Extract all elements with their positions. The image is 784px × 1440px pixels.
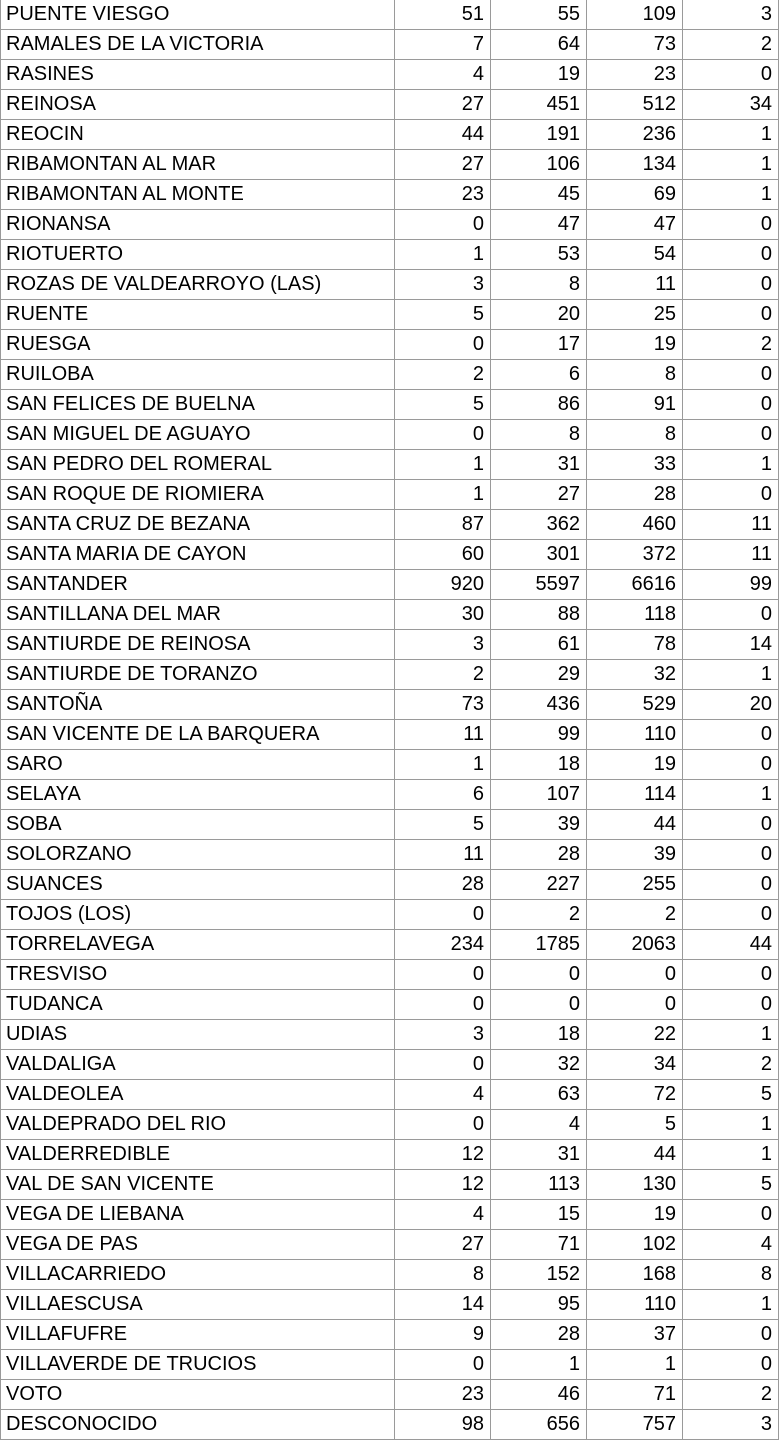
- value-cell-col4[interactable]: 1: [683, 180, 779, 210]
- table-row: [1, 750, 779, 780]
- municipality-name-cell[interactable]: SANTILLANA DEL MAR: [1, 600, 395, 630]
- value-cell-col1[interactable]: 51: [395, 0, 491, 30]
- value-cell-col3[interactable]: 11: [587, 270, 683, 300]
- table-row: [1, 900, 779, 930]
- value-cell-col4[interactable]: 0: [683, 480, 779, 510]
- value-cell-col3[interactable]: 110: [587, 1290, 683, 1320]
- value-cell-col2[interactable]: 28: [491, 840, 587, 870]
- value-cell-col2[interactable]: 19: [491, 60, 587, 90]
- value-cell-col3[interactable]: 28: [587, 480, 683, 510]
- table-row: [1, 630, 779, 660]
- value-cell-col1[interactable]: 23: [395, 180, 491, 210]
- value-cell-col2[interactable]: 53: [491, 240, 587, 270]
- table-row: [1, 510, 779, 540]
- value-cell-col1[interactable]: 28: [395, 870, 491, 900]
- table-row: [1, 840, 779, 870]
- value-cell-col1[interactable]: 12: [395, 1140, 491, 1170]
- table-row: [1, 1140, 779, 1170]
- value-cell-col3[interactable]: 114: [587, 780, 683, 810]
- value-cell-col1[interactable]: 0: [395, 210, 491, 240]
- value-cell-col2[interactable]: 71: [491, 1230, 587, 1260]
- value-cell-col4[interactable]: 0: [683, 840, 779, 870]
- table-row: [1, 1110, 779, 1140]
- table-row: [1, 150, 779, 180]
- table-row: [1, 60, 779, 90]
- value-cell-col1[interactable]: 9: [395, 1320, 491, 1350]
- value-cell-col2[interactable]: 1785: [491, 930, 587, 960]
- value-cell-col1[interactable]: 4: [395, 1200, 491, 1230]
- value-cell-col1[interactable]: 4: [395, 1080, 491, 1110]
- value-cell-col3[interactable]: 236: [587, 120, 683, 150]
- value-cell-col1[interactable]: 27: [395, 150, 491, 180]
- value-cell-col1[interactable]: 0: [395, 1050, 491, 1080]
- value-cell-col1[interactable]: 0: [395, 960, 491, 990]
- value-cell-col4[interactable]: 1: [683, 780, 779, 810]
- value-cell-col2[interactable]: 63: [491, 1080, 587, 1110]
- value-cell-col3[interactable]: 460: [587, 510, 683, 540]
- value-cell-col2[interactable]: 5597: [491, 570, 587, 600]
- table-row: [1, 1410, 779, 1440]
- value-cell-col4[interactable]: 0: [683, 870, 779, 900]
- value-cell-col2[interactable]: 61: [491, 630, 587, 660]
- value-cell-col2[interactable]: 4: [491, 1110, 587, 1140]
- table-row: [1, 1230, 779, 1260]
- value-cell-col1[interactable]: 2: [395, 360, 491, 390]
- value-cell-col3[interactable]: 110: [587, 720, 683, 750]
- value-cell-col1[interactable]: 23: [395, 1380, 491, 1410]
- value-cell-col1[interactable]: 920: [395, 570, 491, 600]
- value-cell-col3[interactable]: 19: [587, 750, 683, 780]
- table-row: [1, 450, 779, 480]
- municipality-name-cell[interactable]: SANTIURDE DE TORANZO: [1, 660, 395, 690]
- municipality-name-cell[interactable]: ROZAS DE VALDEARROYO (LAS): [1, 270, 395, 300]
- value-cell-col4[interactable]: 0: [683, 1320, 779, 1350]
- municipality-name-cell[interactable]: VEGA DE PAS: [1, 1230, 395, 1260]
- value-cell-col3[interactable]: 54: [587, 240, 683, 270]
- value-cell-col3[interactable]: 44: [587, 1140, 683, 1170]
- table-row: [1, 120, 779, 150]
- municipality-name-cell[interactable]: SARO: [1, 750, 395, 780]
- value-cell-col1[interactable]: 3: [395, 270, 491, 300]
- municipality-name-cell[interactable]: RIBAMONTAN AL MONTE: [1, 180, 395, 210]
- municipality-name-cell[interactable]: SAN FELICES DE BUELNA: [1, 390, 395, 420]
- value-cell-col3[interactable]: 130: [587, 1170, 683, 1200]
- value-cell-col3[interactable]: 19: [587, 330, 683, 360]
- table-row: [1, 570, 779, 600]
- value-cell-col3[interactable]: 33: [587, 450, 683, 480]
- table-row: [1, 390, 779, 420]
- value-cell-col4[interactable]: 14: [683, 630, 779, 660]
- table-row: [1, 930, 779, 960]
- value-cell-col3[interactable]: 39: [587, 840, 683, 870]
- value-cell-col1[interactable]: 30: [395, 600, 491, 630]
- value-cell-col4[interactable]: 3: [683, 0, 779, 30]
- table-row: [1, 960, 779, 990]
- value-cell-col3[interactable]: 47: [587, 210, 683, 240]
- value-cell-col4[interactable]: 99: [683, 570, 779, 600]
- municipality-name-cell[interactable]: REOCIN: [1, 120, 395, 150]
- table-row: [1, 540, 779, 570]
- municipality-name-cell[interactable]: RIONANSA: [1, 210, 395, 240]
- table-row: [1, 1380, 779, 1410]
- value-cell-col4[interactable]: 34: [683, 90, 779, 120]
- value-cell-col3[interactable]: 34: [587, 1050, 683, 1080]
- value-cell-col2[interactable]: 0: [491, 990, 587, 1020]
- value-cell-col2[interactable]: 113: [491, 1170, 587, 1200]
- table-row: [1, 240, 779, 270]
- value-cell-col2[interactable]: 152: [491, 1260, 587, 1290]
- value-cell-col3[interactable]: 32: [587, 660, 683, 690]
- table-row: [1, 1050, 779, 1080]
- value-cell-col1[interactable]: 5: [395, 810, 491, 840]
- value-cell-col4[interactable]: 0: [683, 300, 779, 330]
- municipality-name-cell[interactable]: VALDEOLEA: [1, 1080, 395, 1110]
- value-cell-col3[interactable]: 529: [587, 690, 683, 720]
- value-cell-col3[interactable]: 134: [587, 150, 683, 180]
- value-cell-col2[interactable]: 31: [491, 1140, 587, 1170]
- value-cell-col2[interactable]: 451: [491, 90, 587, 120]
- value-cell-col4[interactable]: 0: [683, 1200, 779, 1230]
- table-row: [1, 1020, 779, 1050]
- value-cell-col4[interactable]: 5: [683, 1170, 779, 1200]
- value-cell-col4[interactable]: 2: [683, 1050, 779, 1080]
- value-cell-col3[interactable]: 0: [587, 990, 683, 1020]
- value-cell-col3[interactable]: 91: [587, 390, 683, 420]
- table-row: [1, 810, 779, 840]
- municipality-name-cell[interactable]: VEGA DE LIEBANA: [1, 1200, 395, 1230]
- value-cell-col3[interactable]: 102: [587, 1230, 683, 1260]
- value-cell-col3[interactable]: 73: [587, 30, 683, 60]
- municipality-name-cell[interactable]: VALDALIGA: [1, 1050, 395, 1080]
- value-cell-col3[interactable]: 2063: [587, 930, 683, 960]
- table-row: [1, 330, 779, 360]
- value-cell-col2[interactable]: 0: [491, 960, 587, 990]
- value-cell-col1[interactable]: 0: [395, 990, 491, 1020]
- municipality-name-cell[interactable]: VALDERREDIBLE: [1, 1140, 395, 1170]
- municipality-name-cell[interactable]: SAN MIGUEL DE AGUAYO: [1, 420, 395, 450]
- value-cell-col3[interactable]: 109: [587, 0, 683, 30]
- value-cell-col4[interactable]: 1: [683, 660, 779, 690]
- value-cell-col1[interactable]: 3: [395, 1020, 491, 1050]
- value-cell-col4[interactable]: 0: [683, 750, 779, 780]
- municipality-name-cell[interactable]: SOLORZANO: [1, 840, 395, 870]
- table-row: [1, 210, 779, 240]
- table-row: [1, 1290, 779, 1320]
- municipality-name-cell[interactable]: DESCONOCIDO: [1, 1410, 395, 1440]
- value-cell-col4[interactable]: 0: [683, 240, 779, 270]
- value-cell-col2[interactable]: 55: [491, 0, 587, 30]
- table-row: [1, 30, 779, 60]
- value-cell-col2[interactable]: 86: [491, 390, 587, 420]
- municipality-name-cell[interactable]: VILLACARRIEDO: [1, 1260, 395, 1290]
- value-cell-col4[interactable]: 1: [683, 150, 779, 180]
- value-cell-col3[interactable]: 168: [587, 1260, 683, 1290]
- value-cell-col1[interactable]: 44: [395, 120, 491, 150]
- table-row: [1, 690, 779, 720]
- municipality-name-cell[interactable]: SANTANDER: [1, 570, 395, 600]
- value-cell-col4[interactable]: 0: [683, 720, 779, 750]
- value-cell-col4[interactable]: 0: [683, 360, 779, 390]
- municipality-name-cell[interactable]: VILLAVERDE DE TRUCIOS: [1, 1350, 395, 1380]
- value-cell-col2[interactable]: 106: [491, 150, 587, 180]
- value-cell-col2[interactable]: 31: [491, 450, 587, 480]
- value-cell-col1[interactable]: 1: [395, 240, 491, 270]
- value-cell-col3[interactable]: 512: [587, 90, 683, 120]
- table-row: [1, 600, 779, 630]
- municipality-name-cell[interactable]: SOBA: [1, 810, 395, 840]
- value-cell-col3[interactable]: 8: [587, 420, 683, 450]
- value-cell-col2[interactable]: 28: [491, 1320, 587, 1350]
- value-cell-col3[interactable]: 118: [587, 600, 683, 630]
- municipality-name-cell[interactable]: UDIAS: [1, 1020, 395, 1050]
- value-cell-col3[interactable]: 5: [587, 1110, 683, 1140]
- value-cell-col2[interactable]: 191: [491, 120, 587, 150]
- value-cell-col1[interactable]: 5: [395, 300, 491, 330]
- value-cell-col4[interactable]: 0: [683, 420, 779, 450]
- table-row: [1, 180, 779, 210]
- municipality-name-cell[interactable]: VOTO: [1, 1380, 395, 1410]
- value-cell-col1[interactable]: 0: [395, 1350, 491, 1380]
- municipality-name-cell[interactable]: SANTIURDE DE REINOSA: [1, 630, 395, 660]
- value-cell-col1[interactable]: 0: [395, 1110, 491, 1140]
- municipality-name-cell[interactable]: VILLAESCUSA: [1, 1290, 395, 1320]
- table-row: [1, 1200, 779, 1230]
- value-cell-col1[interactable]: 0: [395, 420, 491, 450]
- municipality-name-cell[interactable]: SANTA CRUZ DE BEZANA: [1, 510, 395, 540]
- table-row: [1, 300, 779, 330]
- municipality-name-cell[interactable]: SANTOÑA: [1, 690, 395, 720]
- value-cell-col2[interactable]: 64: [491, 30, 587, 60]
- value-cell-col4[interactable]: 44: [683, 930, 779, 960]
- table-row: [1, 990, 779, 1020]
- value-cell-col4[interactable]: 0: [683, 960, 779, 990]
- municipality-name-cell[interactable]: SANTA MARIA DE CAYON: [1, 540, 395, 570]
- value-cell-col3[interactable]: 22: [587, 1020, 683, 1050]
- municipality-name-cell[interactable]: VILLAFUFRE: [1, 1320, 395, 1350]
- municipality-name-cell[interactable]: VAL DE SAN VICENTE: [1, 1170, 395, 1200]
- value-cell-col3[interactable]: 23: [587, 60, 683, 90]
- value-cell-col2[interactable]: 6: [491, 360, 587, 390]
- value-cell-col4[interactable]: 0: [683, 810, 779, 840]
- value-cell-col1[interactable]: 2: [395, 660, 491, 690]
- value-cell-col4[interactable]: 0: [683, 600, 779, 630]
- value-cell-col3[interactable]: 372: [587, 540, 683, 570]
- value-cell-col1[interactable]: 0: [395, 330, 491, 360]
- value-cell-col1[interactable]: 11: [395, 840, 491, 870]
- value-cell-col4[interactable]: 8: [683, 1260, 779, 1290]
- value-cell-col4[interactable]: 0: [683, 60, 779, 90]
- value-cell-col3[interactable]: 19: [587, 1200, 683, 1230]
- value-cell-col4[interactable]: 1: [683, 120, 779, 150]
- value-cell-col1[interactable]: 5: [395, 390, 491, 420]
- value-cell-col3[interactable]: 1: [587, 1350, 683, 1380]
- value-cell-col4[interactable]: 1: [683, 1110, 779, 1140]
- municipality-name-cell[interactable]: REINOSA: [1, 90, 395, 120]
- value-cell-col2[interactable]: 107: [491, 780, 587, 810]
- value-cell-col1[interactable]: 1: [395, 480, 491, 510]
- value-cell-col4[interactable]: 0: [683, 210, 779, 240]
- value-cell-col4[interactable]: 0: [683, 390, 779, 420]
- value-cell-col1[interactable]: 4: [395, 60, 491, 90]
- value-cell-col3[interactable]: 25: [587, 300, 683, 330]
- table-row: [1, 0, 779, 30]
- value-cell-col3[interactable]: 6616: [587, 570, 683, 600]
- table-row: [1, 780, 779, 810]
- municipality-name-cell[interactable]: RIOTUERTO: [1, 240, 395, 270]
- table-row: [1, 360, 779, 390]
- value-cell-col2[interactable]: 47: [491, 210, 587, 240]
- value-cell-col3[interactable]: 37: [587, 1320, 683, 1350]
- table-row: [1, 420, 779, 450]
- value-cell-col4[interactable]: 2: [683, 30, 779, 60]
- value-cell-col3[interactable]: 69: [587, 180, 683, 210]
- municipality-name-cell[interactable]: PUENTE VIESGO: [1, 0, 395, 30]
- value-cell-col3[interactable]: 78: [587, 630, 683, 660]
- value-cell-col4[interactable]: 1: [683, 1140, 779, 1170]
- value-cell-col4[interactable]: 0: [683, 270, 779, 300]
- value-cell-col2[interactable]: 20: [491, 300, 587, 330]
- value-cell-col4[interactable]: 0: [683, 1350, 779, 1380]
- municipality-name-cell[interactable]: RUILOBA: [1, 360, 395, 390]
- value-cell-col4[interactable]: 11: [683, 540, 779, 570]
- municipality-name-cell[interactable]: TUDANCA: [1, 990, 395, 1020]
- municipality-name-cell[interactable]: SAN PEDRO DEL ROMERAL: [1, 450, 395, 480]
- value-cell-col2[interactable]: 656: [491, 1410, 587, 1440]
- table-body: [1, 0, 779, 1440]
- value-cell-col2[interactable]: 88: [491, 600, 587, 630]
- value-cell-col3[interactable]: 255: [587, 870, 683, 900]
- value-cell-col3[interactable]: 0: [587, 960, 683, 990]
- value-cell-col1[interactable]: 3: [395, 630, 491, 660]
- value-cell-col1[interactable]: 8: [395, 1260, 491, 1290]
- municipality-name-cell[interactable]: TRESVISO: [1, 960, 395, 990]
- value-cell-col4[interactable]: 1: [683, 450, 779, 480]
- value-cell-col1[interactable]: 7: [395, 30, 491, 60]
- value-cell-col2[interactable]: 15: [491, 1200, 587, 1230]
- value-cell-col2[interactable]: 436: [491, 690, 587, 720]
- value-cell-col2[interactable]: 18: [491, 1020, 587, 1050]
- value-cell-col2[interactable]: 17: [491, 330, 587, 360]
- municipality-name-cell[interactable]: RUENTE: [1, 300, 395, 330]
- value-cell-col2[interactable]: 29: [491, 660, 587, 690]
- municipality-name-cell[interactable]: RIBAMONTAN AL MAR: [1, 150, 395, 180]
- value-cell-col1[interactable]: 0: [395, 900, 491, 930]
- municipality-name-cell[interactable]: SELAYA: [1, 780, 395, 810]
- value-cell-col4[interactable]: 11: [683, 510, 779, 540]
- value-cell-col1[interactable]: 87: [395, 510, 491, 540]
- value-cell-col4[interactable]: 1: [683, 1020, 779, 1050]
- municipality-name-cell[interactable]: RASINES: [1, 60, 395, 90]
- value-cell-col2[interactable]: 8: [491, 420, 587, 450]
- value-cell-col1[interactable]: 27: [395, 90, 491, 120]
- value-cell-col3[interactable]: 44: [587, 810, 683, 840]
- municipality-name-cell[interactable]: TORRELAVEGA: [1, 930, 395, 960]
- table-row: [1, 270, 779, 300]
- value-cell-col4[interactable]: 1: [683, 1290, 779, 1320]
- value-cell-col1[interactable]: 1: [395, 750, 491, 780]
- value-cell-col4[interactable]: 2: [683, 1380, 779, 1410]
- table-row: [1, 1320, 779, 1350]
- value-cell-col4[interactable]: 2: [683, 330, 779, 360]
- value-cell-col2[interactable]: 362: [491, 510, 587, 540]
- value-cell-col2[interactable]: 18: [491, 750, 587, 780]
- table-row: [1, 870, 779, 900]
- value-cell-col3[interactable]: 757: [587, 1410, 683, 1440]
- value-cell-col1[interactable]: 1: [395, 450, 491, 480]
- value-cell-col1[interactable]: 73: [395, 690, 491, 720]
- value-cell-col2[interactable]: 32: [491, 1050, 587, 1080]
- municipality-name-cell[interactable]: SAN ROQUE DE RIOMIERA: [1, 480, 395, 510]
- value-cell-col2[interactable]: 46: [491, 1380, 587, 1410]
- municipality-name-cell[interactable]: RUESGA: [1, 330, 395, 360]
- value-cell-col4[interactable]: 0: [683, 900, 779, 930]
- value-cell-col1[interactable]: 14: [395, 1290, 491, 1320]
- municipality-name-cell[interactable]: SAN VICENTE DE LA BARQUERA: [1, 720, 395, 750]
- value-cell-col1[interactable]: 6: [395, 780, 491, 810]
- municipality-name-cell[interactable]: VALDEPRADO DEL RIO: [1, 1110, 395, 1140]
- value-cell-col2[interactable]: 99: [491, 720, 587, 750]
- table-row: [1, 1080, 779, 1110]
- table-row: [1, 720, 779, 750]
- value-cell-col2[interactable]: 39: [491, 810, 587, 840]
- municipality-name-cell[interactable]: TOJOS (LOS): [1, 900, 395, 930]
- value-cell-col3[interactable]: 71: [587, 1380, 683, 1410]
- value-cell-col3[interactable]: 2: [587, 900, 683, 930]
- value-cell-col2[interactable]: 301: [491, 540, 587, 570]
- value-cell-col1[interactable]: 12: [395, 1170, 491, 1200]
- table-row: [1, 1350, 779, 1380]
- value-cell-col4[interactable]: 3: [683, 1410, 779, 1440]
- value-cell-col1[interactable]: 98: [395, 1410, 491, 1440]
- value-cell-col4[interactable]: 0: [683, 990, 779, 1020]
- value-cell-col2[interactable]: 227: [491, 870, 587, 900]
- value-cell-col1[interactable]: 11: [395, 720, 491, 750]
- table-row: [1, 90, 779, 120]
- table-row: [1, 480, 779, 510]
- value-cell-col3[interactable]: 8: [587, 360, 683, 390]
- value-cell-col2[interactable]: 27: [491, 480, 587, 510]
- table-row: [1, 660, 779, 690]
- municipality-name-cell[interactable]: RAMALES DE LA VICTORIA: [1, 30, 395, 60]
- value-cell-col2[interactable]: 8: [491, 270, 587, 300]
- value-cell-col1[interactable]: 27: [395, 1230, 491, 1260]
- value-cell-col2[interactable]: 45: [491, 180, 587, 210]
- value-cell-col2[interactable]: 2: [491, 900, 587, 930]
- table-row: [1, 1170, 779, 1200]
- value-cell-col4[interactable]: 5: [683, 1080, 779, 1110]
- municipality-name-cell[interactable]: SUANCES: [1, 870, 395, 900]
- value-cell-col4[interactable]: 4: [683, 1230, 779, 1260]
- value-cell-col4[interactable]: 20: [683, 690, 779, 720]
- table-row: [1, 1260, 779, 1290]
- value-cell-col1[interactable]: 234: [395, 930, 491, 960]
- value-cell-col1[interactable]: 60: [395, 540, 491, 570]
- value-cell-col2[interactable]: 1: [491, 1350, 587, 1380]
- value-cell-col3[interactable]: 72: [587, 1080, 683, 1110]
- value-cell-col2[interactable]: 95: [491, 1290, 587, 1320]
